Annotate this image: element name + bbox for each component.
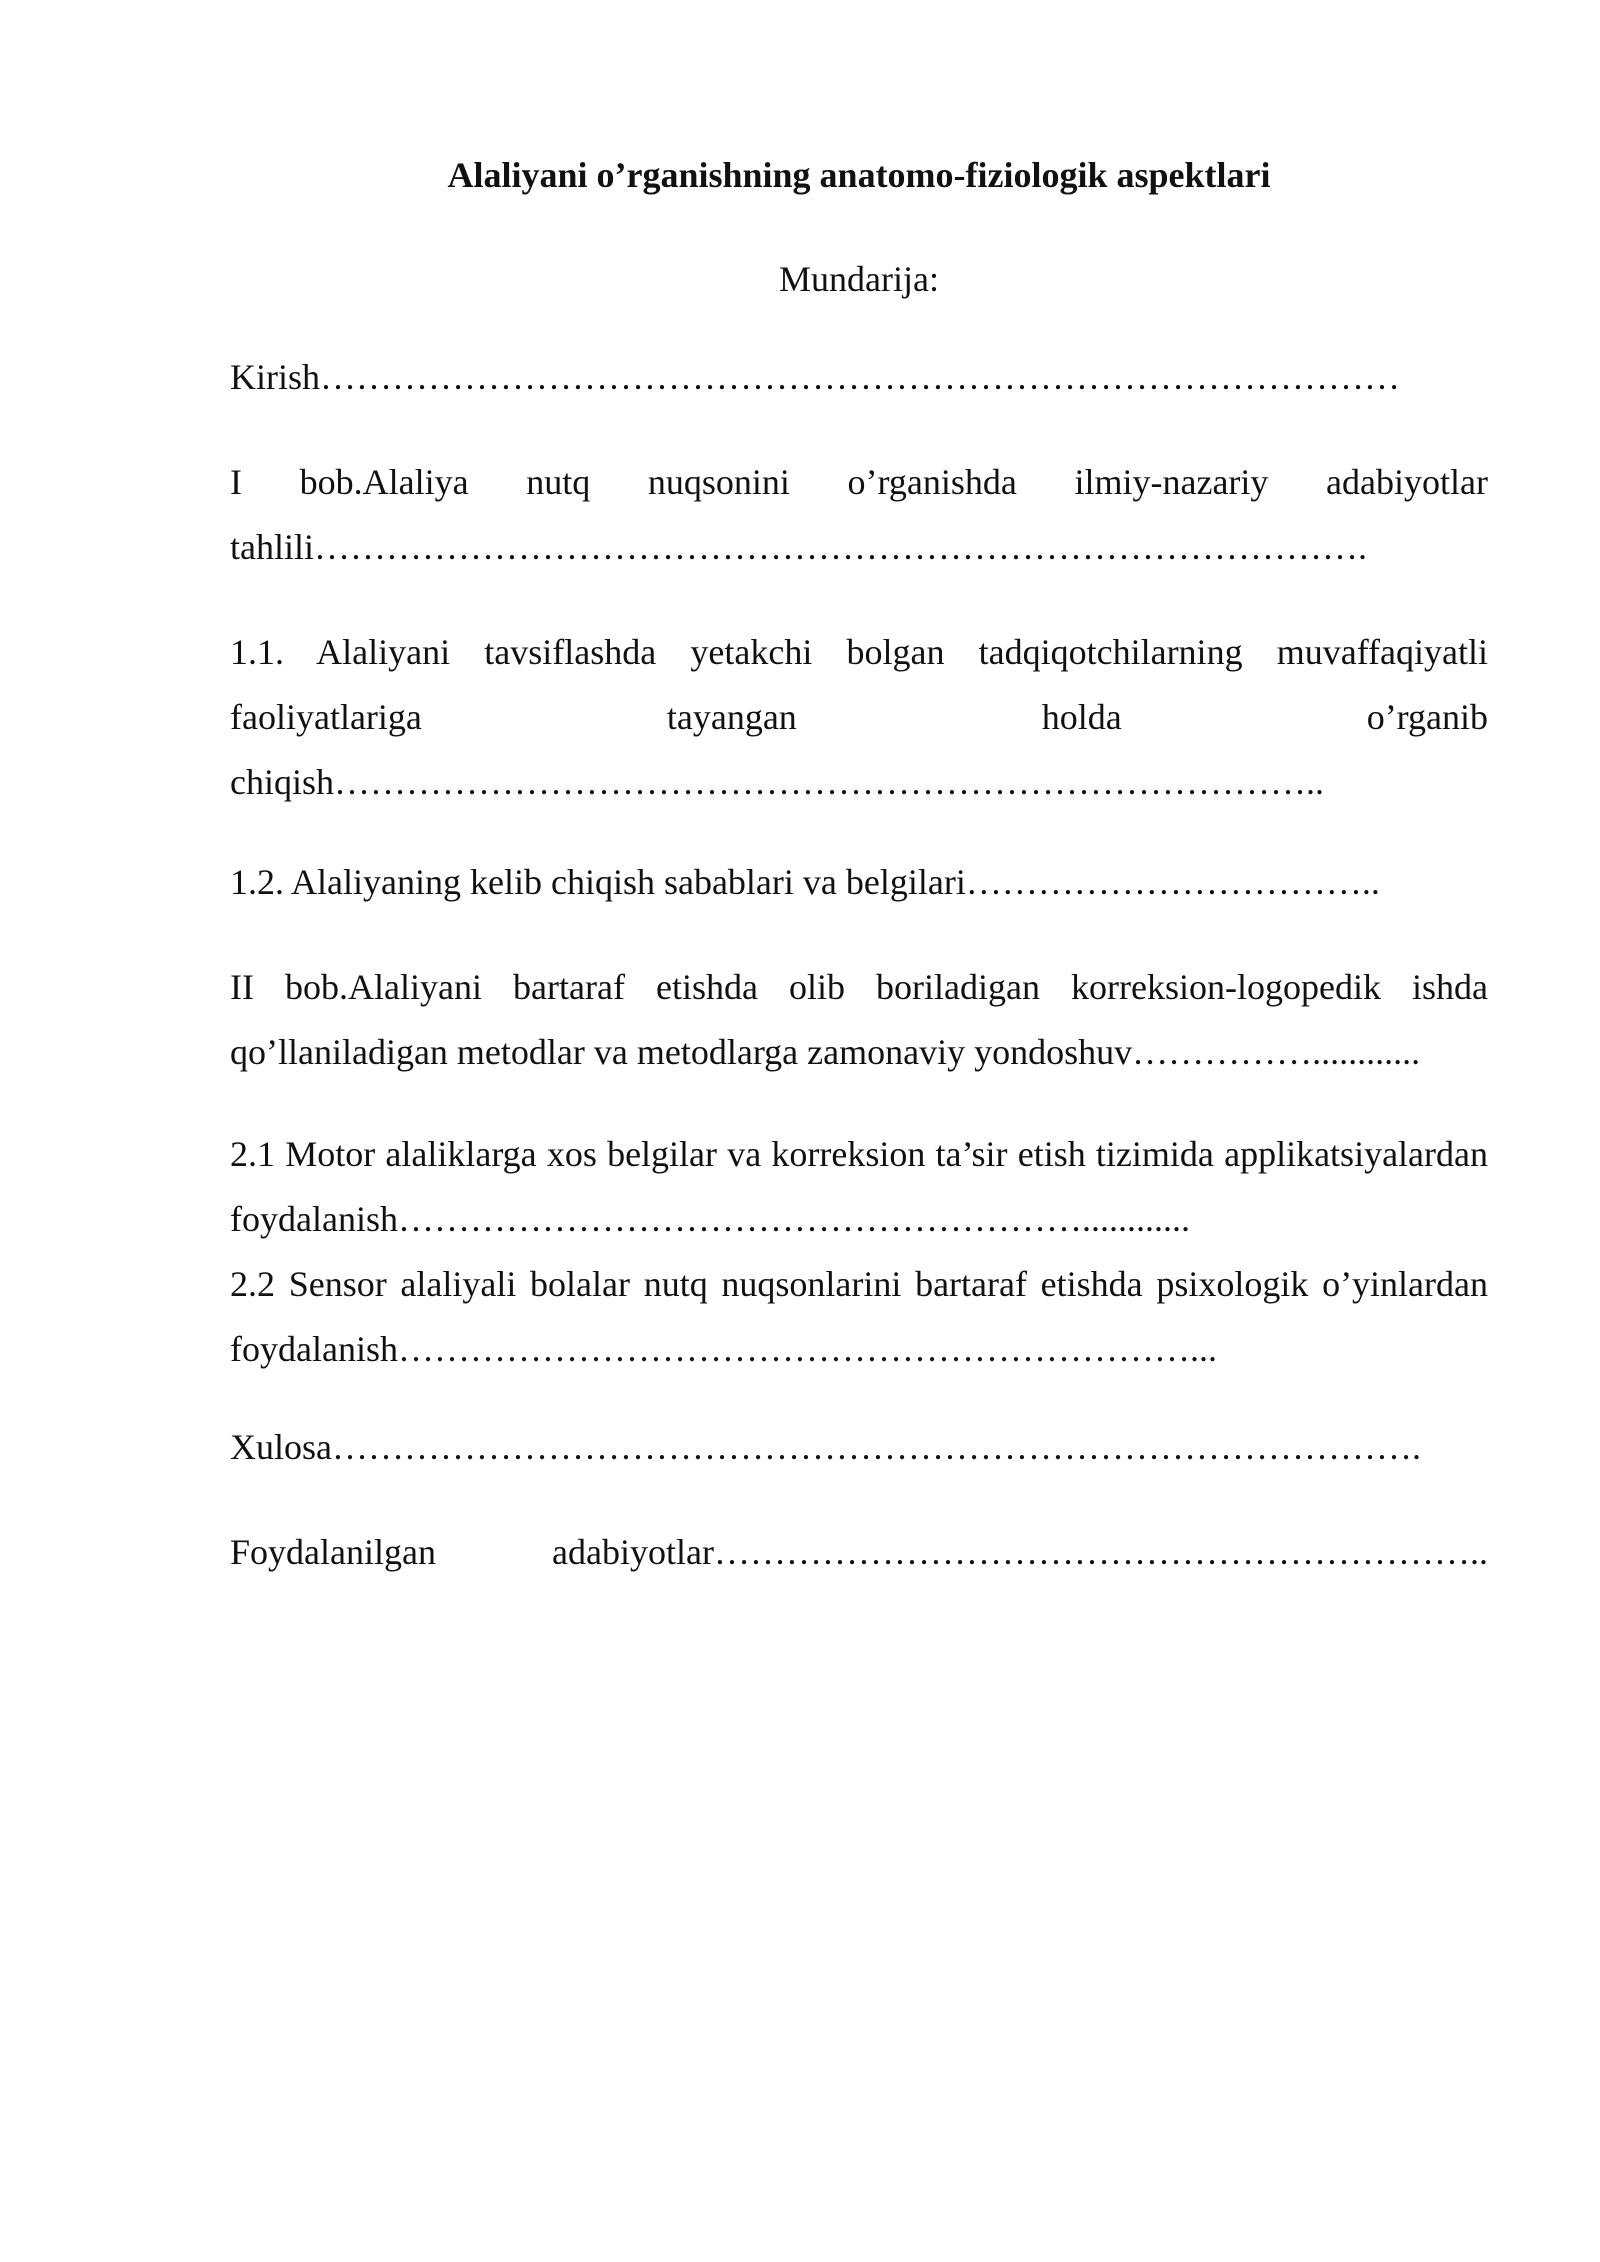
document-title: Alaliyani o’rganishning anatomo-fiziologik aspektlari <box>447 155 1271 195</box>
toc-entry-section-2-1: 2.1 Motor alaliklarga xos belgilar va korreksion ta’sir etish tizimida applikatsiyalardan foydalanish…………………………………………………............ <box>230 1134 1488 1239</box>
toc-heading: Mundarija: <box>779 259 939 299</box>
toc-entry-section-1-1: 1.1. Alaliyani tavsiflashda yetakchi bolgan tadqiqotchilarning muvaffaqiyatli faoliyatlariga tayangan holda o’rganib chiqish……………………………………………………………………….. <box>230 632 1488 802</box>
toc-entry-chapter-1: I bob.Alaliya nutq nuqsonini o’rganishda ilmiy-nazariy adabiyotlar tahlili……………………………………………………………………………. <box>230 462 1488 567</box>
toc-entry-conclusion: Xulosa………………………………………………………………………………. <box>230 1427 1421 1467</box>
toc-entry-section-1-2: 1.2. Alaliyaning kelib chiqish sabablari va belgilari…………………………….. <box>230 862 1380 902</box>
toc-entry-section-2-2: 2.2 Sensor alaliyali bolalar nutq nuqsonlarini bartaraf etishda psixologik o’yinlardan foydalanish…………………………………………………………... <box>230 1264 1488 1369</box>
toc-entry-chapter-2: II bob.Alaliyani bartaraf etishda olib boriladigan korreksion-logopedik ishda qo’llaniladigan metodlar va metodlarga zamonaviy yondoshuv……………............ <box>230 967 1488 1072</box>
toc-entry-introduction: Kirish……………………………………………………………………………… <box>230 357 1400 397</box>
toc-entry-references: Foydalanilgan adabiyotlar……………………………………………………….. <box>230 1532 1488 1572</box>
